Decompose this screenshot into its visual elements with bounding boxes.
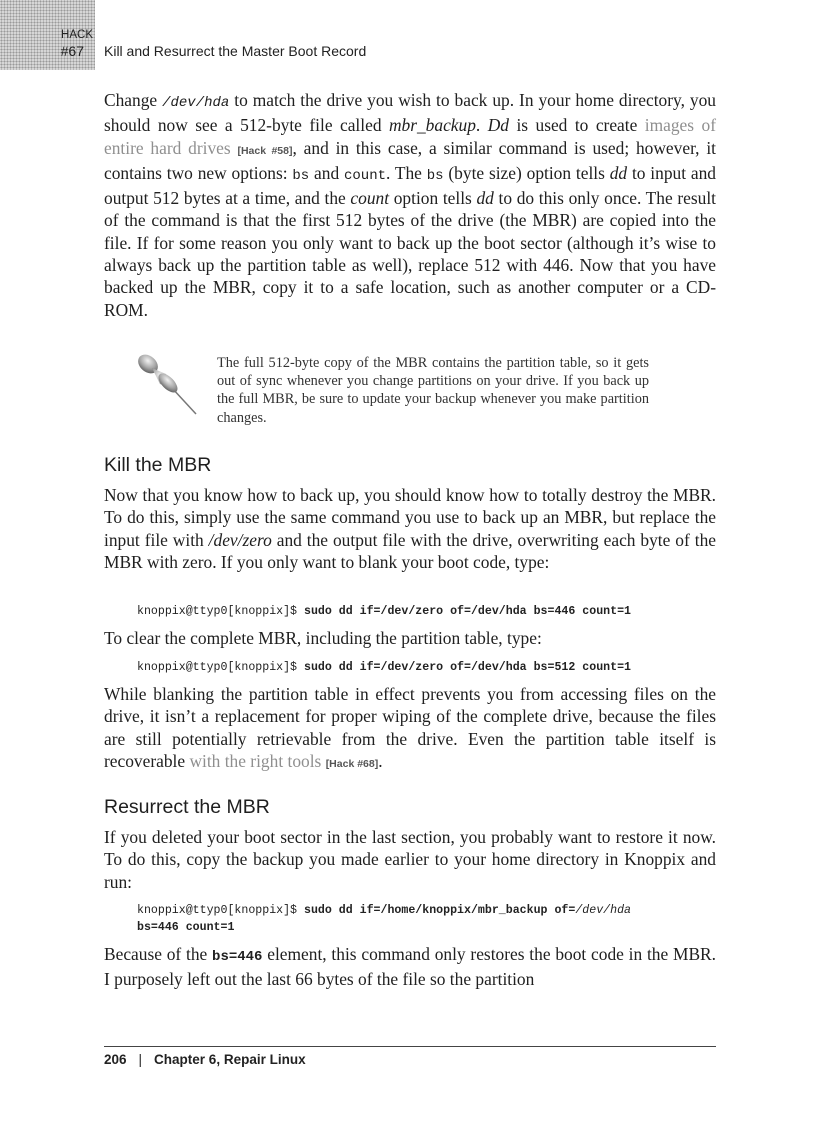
body-paragraph: While blanking the partition table in effect prevents you from accessing files on the drive, it isn’t a replacement for proper wiping of the complete drive, because the files are still potentially retrievable from the drive. Even the partition table itself is recoverable with the right tools [Hack #68]. bbox=[104, 684, 716, 771]
page-footer bbox=[104, 1052, 306, 1067]
hack-reference[interactable]: [Hack #58] bbox=[237, 144, 293, 157]
note-text: The full 512-byte copy of the MBR contains the partition table, so it gets out of sync whenever you change partitions on your drive. If you back up the full MBR, be sure to update your backup whenever you make partition changes. bbox=[217, 355, 649, 426]
inline-code: bs=446 bbox=[212, 949, 263, 965]
shell-command: sudo dd if=/dev/zero of=/dev/hda bs=446 count=1 bbox=[303, 605, 631, 618]
shell-prompt: knoppix@ttyp0[knoppix]$ bbox=[137, 904, 304, 917]
inline-code: count bbox=[343, 167, 386, 184]
shell-prompt: knoppix@ttyp0[knoppix]$ bbox=[137, 605, 304, 618]
footer-separator: | bbox=[138, 1052, 143, 1067]
code-block bbox=[137, 603, 631, 620]
filename: mbr_backup bbox=[388, 115, 476, 136]
section-heading: Kill the MBR bbox=[104, 454, 212, 476]
footer-rule bbox=[104, 1046, 716, 1047]
body-paragraph: Now that you know how to back up, you should know how to totally destroy the MBR. To do this, simply use the same command you use to back up an MBR, but replace the input file with /dev/zero and the output file with the drive, overwriting each byte of the MBR with zero. If you only want to blank your boot code, type: bbox=[104, 485, 716, 572]
body-paragraph: If you deleted your boot sector in the last section, you probably want to restore it now. To do this, copy the backup you made earlier to your home directory in Knoppix and run: bbox=[104, 827, 716, 892]
command-name: dd bbox=[609, 162, 628, 183]
body-paragraph: Because of the bs=446 element, this command only restores the boot code in the MBR. I purposely left out the last 66 bytes of the file so the partition bbox=[104, 944, 716, 990]
hack-label: HACK bbox=[61, 29, 93, 41]
pushpin-icon bbox=[132, 350, 204, 422]
device-path: /dev/zero bbox=[208, 529, 272, 550]
page-number: 206 bbox=[104, 1052, 127, 1067]
intro-paragraph: Change /dev/hda to match the drive you wish to back up. In your home directory, you should now see a 512-byte file called mbr_backup. Dd is used to create images of entire hard drives [Hack #58], and in this case, a similar command is used; however, it contains two new options: bs and count. The bs (byte size) option tells dd to input and output 512 bytes at a time, and the count option tells dd to do this only once. The result of the command is that the first 512 bytes of the drive (the MBR) are copied into the file. If for some reason you only want to back up the boot sector (although it’s wise to always back up the partition table as well), replace 512 with 446. Now that you have backed up the MBR, copy it to a safe location, such as another computer or a CD-ROM. bbox=[104, 90, 716, 320]
cross-reference-link[interactable]: with the right tools bbox=[189, 750, 322, 771]
body-paragraph: To clear the complete MBR, including the partition table, type: bbox=[104, 628, 542, 648]
inline-code: bs bbox=[426, 167, 444, 184]
code-block bbox=[137, 902, 631, 936]
command-name: Dd bbox=[487, 115, 509, 136]
shell-command: sudo dd if=/home/knoppix/mbr_backup of= bbox=[303, 904, 576, 917]
shell-command: sudo dd if=/dev/zero of=/dev/hda bs=512 count=1 bbox=[303, 661, 631, 674]
shell-argument: /dev/hda bbox=[575, 904, 631, 917]
chapter-title: Chapter 6, Repair Linux bbox=[154, 1052, 306, 1067]
shell-prompt: knoppix@ttyp0[knoppix]$ bbox=[137, 661, 304, 674]
hack-reference[interactable]: [Hack #68] bbox=[325, 757, 379, 770]
running-header-title: Kill and Resurrect the Master Boot Record bbox=[104, 43, 367, 59]
inline-code: bs bbox=[292, 167, 310, 184]
cross-reference-link[interactable]: images of entire hard drives bbox=[104, 115, 716, 158]
shell-command: bs=446 count=1 bbox=[137, 921, 235, 934]
code-block bbox=[137, 659, 631, 676]
section-heading: Resurrect the MBR bbox=[104, 796, 270, 818]
inline-code: /dev/hda bbox=[162, 95, 230, 111]
option-name: count bbox=[350, 188, 390, 209]
command-name: dd bbox=[476, 188, 494, 209]
hack-number: #67 bbox=[60, 43, 84, 59]
